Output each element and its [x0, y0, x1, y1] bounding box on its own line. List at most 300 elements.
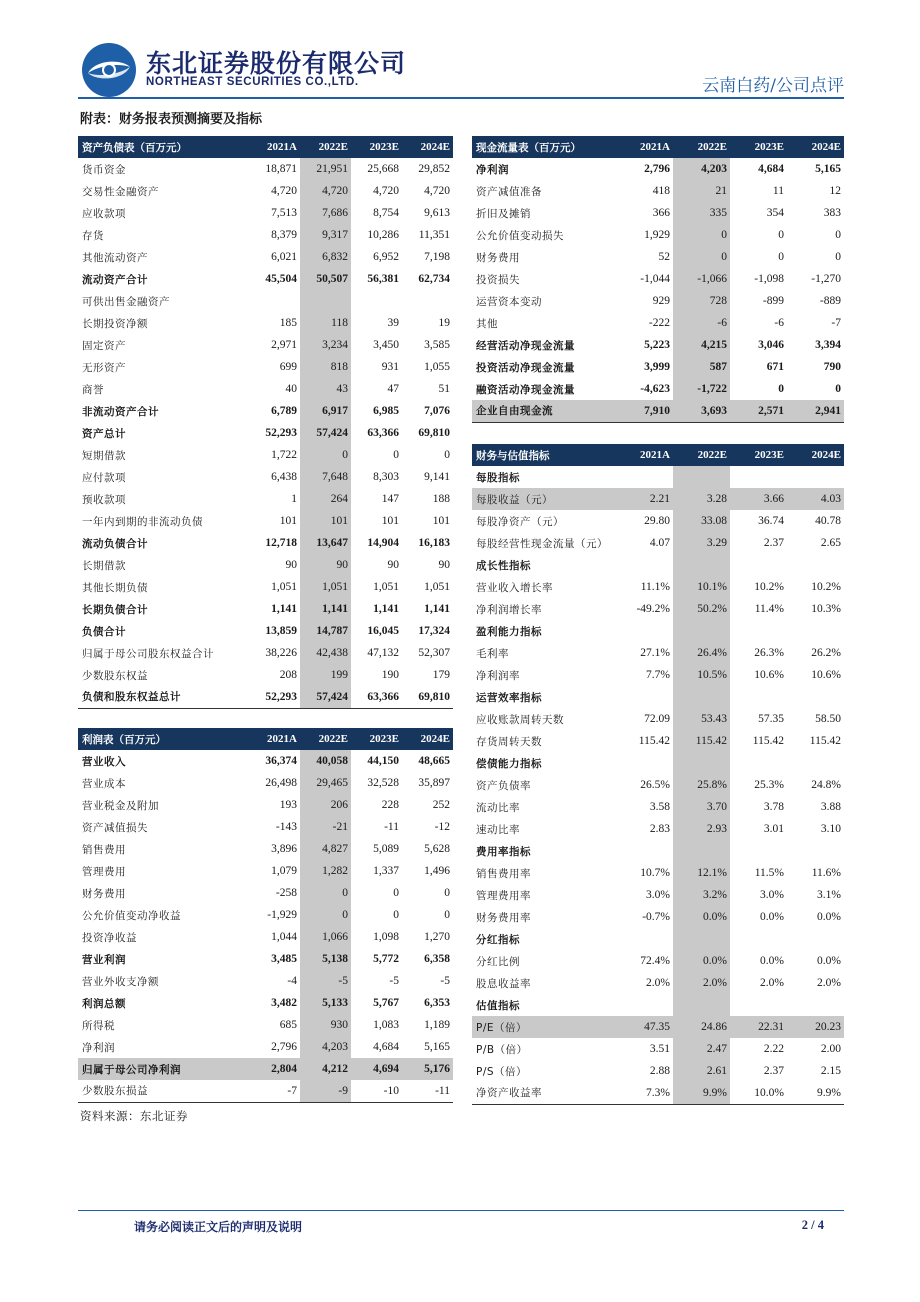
value-cell: 5,165	[424, 1041, 450, 1053]
disclaimer-note: 请务必阅读正文后的声明及说明	[134, 1220, 303, 1234]
value-cell: 29,852	[418, 163, 450, 175]
value-cell: 3.70	[673, 796, 730, 818]
value-cell: 52,307	[418, 647, 450, 659]
value-cell: 7,686	[300, 202, 351, 224]
value-cell: 8,303	[373, 471, 399, 483]
value-cell: 2.21	[616, 488, 673, 510]
value-cell: 10.2%	[754, 581, 784, 593]
table-row	[472, 686, 844, 708]
table-row	[78, 904, 453, 926]
table-title: 财务与估值指标	[472, 444, 616, 466]
value-cell: 0	[393, 909, 399, 921]
value-cell: -12	[434, 821, 450, 833]
value-cell: 12	[829, 185, 841, 197]
row-label: 融资活动净现金流量	[476, 383, 575, 396]
value-cell: 1,496	[424, 865, 450, 877]
value-cell: -899	[762, 295, 784, 307]
table-row	[472, 378, 844, 400]
balance-sheet-table	[78, 136, 453, 709]
row-label: 归属于母公司净利润	[78, 1058, 249, 1080]
table-row	[78, 180, 453, 202]
value-cell: 5,165	[815, 163, 841, 175]
value-cell: 2.47	[673, 1038, 730, 1060]
year-header: 2024E	[787, 444, 844, 466]
value-cell: 2.65	[820, 537, 841, 549]
value-cell: 5,767	[373, 997, 399, 1009]
table-row	[472, 840, 844, 862]
value-cell: 90	[300, 554, 351, 576]
value-cell: 20.23	[787, 1016, 844, 1038]
value-cell	[787, 466, 844, 488]
value-cell: 1,337	[373, 865, 399, 877]
value-cell: 0.0%	[760, 955, 784, 967]
value-cell: -143	[275, 821, 297, 833]
value-cell: 9,613	[424, 207, 450, 219]
value-cell: 2.0%	[673, 972, 730, 994]
row-label: P/S（倍）	[476, 1065, 528, 1078]
row-label: 存货周转天数	[476, 735, 542, 748]
value-cell	[730, 752, 787, 774]
row-label: 净利润率	[476, 669, 520, 682]
value-cell: 6,021	[271, 251, 297, 263]
row-label: 资产减值准备	[476, 185, 542, 198]
value-cell: 1,282	[300, 860, 351, 882]
table-row	[78, 620, 453, 642]
table-title: 资产负债表（百万元）	[78, 136, 249, 158]
table-row	[78, 838, 453, 860]
value-cell: 3.10	[820, 823, 841, 835]
table-row	[78, 1014, 453, 1036]
value-cell: 10.6%	[811, 669, 841, 681]
value-cell: 1,051	[424, 581, 450, 593]
table-row	[472, 818, 844, 840]
year-header: 2023E	[351, 728, 402, 750]
row-label: 预收款项	[82, 493, 126, 506]
value-cell: 3.01	[763, 823, 784, 835]
row-label: 财务费用	[82, 887, 126, 900]
value-cell: 11.1%	[640, 581, 670, 593]
row-label: 净利润增长率	[476, 603, 542, 616]
row-label: P/B（倍）	[476, 1043, 528, 1056]
row-label: 利润总额	[82, 997, 126, 1010]
value-cell: 3.58	[649, 801, 670, 813]
table-row	[78, 882, 453, 904]
table-row	[78, 422, 453, 444]
row-label: 应付款项	[82, 471, 126, 484]
value-cell: -1,066	[673, 268, 730, 290]
value-cell: 7,648	[300, 466, 351, 488]
value-cell: 3.29	[673, 532, 730, 554]
row-label: 公允价值变动损失	[476, 229, 564, 242]
value-cell	[616, 752, 673, 774]
value-cell	[730, 466, 787, 488]
value-cell: 63,366	[351, 686, 402, 708]
value-cell: 6,952	[373, 251, 399, 263]
table-row	[472, 664, 844, 686]
row-label: 经营活动净现金流量	[476, 339, 575, 352]
value-cell: 1,189	[424, 1019, 450, 1031]
value-cell: 0.0%	[817, 911, 841, 923]
value-cell: 2,804	[249, 1058, 300, 1080]
value-cell: 35,897	[418, 777, 450, 789]
value-cell: 0	[300, 444, 351, 466]
value-cell: 5,628	[424, 843, 450, 855]
table-row	[78, 488, 453, 510]
value-cell: 21,951	[300, 158, 351, 180]
table-row	[472, 202, 844, 224]
value-cell: 26.4%	[673, 642, 730, 664]
value-cell: 418	[652, 185, 670, 197]
value-cell: 26.3%	[754, 647, 784, 659]
value-cell: -7	[831, 317, 841, 329]
table-title: 现金流量表（百万元）	[472, 136, 616, 158]
row-label: 商誉	[82, 383, 104, 396]
value-cell: 44,150	[367, 755, 399, 767]
table-row	[472, 224, 844, 246]
value-cell	[730, 620, 787, 642]
table-row	[472, 774, 844, 796]
value-cell: 6,789	[271, 405, 297, 417]
value-cell	[673, 620, 730, 642]
table-row	[78, 948, 453, 970]
value-cell: 10.7%	[640, 867, 670, 879]
value-cell: 12,718	[265, 537, 297, 549]
table-row	[78, 444, 453, 466]
value-cell: 3,394	[815, 339, 841, 351]
value-cell: 366	[652, 207, 670, 219]
value-cell: 115.42	[809, 735, 841, 747]
value-cell: 33.08	[673, 510, 730, 532]
row-label: 负债和股东权益总计	[78, 686, 249, 708]
value-cell: 6,353	[424, 997, 450, 1009]
row-label: 流动比率	[476, 801, 520, 814]
row-label: 净利润	[82, 1041, 115, 1054]
value-cell: 58.50	[815, 713, 841, 725]
table-row	[78, 312, 453, 334]
table-row	[78, 772, 453, 794]
value-cell: 10.0%	[730, 1082, 787, 1104]
table-row	[78, 400, 453, 422]
value-cell: 3.88	[820, 801, 841, 813]
value-cell: 26.5%	[640, 779, 670, 791]
footer-divider	[78, 1210, 844, 1211]
table-row	[472, 1038, 844, 1060]
year-header: 2023E	[730, 444, 787, 466]
table-row	[78, 466, 453, 488]
table-row	[78, 816, 453, 838]
row-label: 费用率指标	[476, 845, 531, 858]
value-cell: 4,827	[300, 838, 351, 860]
row-label: 销售费用	[82, 843, 126, 856]
value-cell: 3,485	[271, 953, 297, 965]
value-cell: -1,044	[640, 273, 670, 285]
value-cell: 118	[300, 312, 351, 334]
value-cell: 5,089	[373, 843, 399, 855]
value-cell: 10.2%	[811, 581, 841, 593]
value-cell: 208	[279, 669, 297, 681]
value-cell: 1,141	[424, 603, 450, 615]
row-label: 存货	[82, 229, 104, 242]
row-label: 销售费用率	[476, 867, 531, 880]
value-cell: 18,871	[265, 163, 297, 175]
value-cell: 4,720	[300, 180, 351, 202]
value-cell: 3,693	[673, 400, 730, 422]
value-cell: 24.86	[673, 1016, 730, 1038]
value-cell: 38,226	[265, 647, 297, 659]
value-cell: 50,507	[300, 268, 351, 290]
table-header-row	[78, 728, 453, 750]
table-header-row	[472, 136, 844, 158]
table-row	[472, 884, 844, 906]
value-cell: 11.4%	[754, 603, 784, 615]
value-cell: 10.1%	[673, 576, 730, 598]
table-row	[78, 598, 453, 620]
table-header-row	[472, 444, 844, 466]
value-cell	[673, 554, 730, 576]
table-row	[78, 1058, 453, 1080]
value-cell: 29,465	[300, 772, 351, 794]
value-cell: 11,351	[418, 229, 450, 241]
row-label: 企业自由现金流	[472, 400, 616, 422]
value-cell: 2.88	[649, 1065, 670, 1077]
table-row	[78, 510, 453, 532]
value-cell: 4,694	[351, 1058, 402, 1080]
value-cell: 0	[444, 449, 450, 461]
value-cell: 0	[778, 251, 784, 263]
value-cell: 47	[387, 383, 399, 395]
table-row	[472, 1082, 844, 1104]
value-cell: 0	[778, 229, 784, 241]
table-row	[78, 356, 453, 378]
value-cell: 0	[835, 229, 841, 241]
row-label: 营业收入	[82, 755, 126, 768]
table-row	[78, 532, 453, 554]
value-cell: 12.1%	[673, 862, 730, 884]
value-cell: 11	[772, 185, 784, 197]
table-row	[472, 642, 844, 664]
value-cell: 2,571	[730, 400, 787, 422]
value-cell: 62,734	[418, 273, 450, 285]
table-row	[472, 972, 844, 994]
value-cell: 3.66	[730, 488, 787, 510]
value-cell	[616, 620, 673, 642]
value-cell: 193	[279, 799, 297, 811]
value-cell: 5,133	[300, 992, 351, 1014]
value-cell: 7,513	[271, 207, 297, 219]
row-label: 投资活动净现金流量	[476, 361, 575, 374]
value-cell: 9.9%	[673, 1082, 730, 1104]
value-cell: -4,623	[640, 383, 670, 395]
table-row	[472, 752, 844, 774]
value-cell: 39	[387, 317, 399, 329]
value-cell: 40,058	[300, 750, 351, 772]
value-cell: 16,183	[418, 537, 450, 549]
value-cell: 1,051	[271, 581, 297, 593]
value-cell: 57,424	[300, 422, 351, 444]
row-label: 可供出售金融资产	[82, 295, 170, 308]
value-cell	[673, 686, 730, 708]
value-cell	[673, 994, 730, 1016]
value-cell: -10	[351, 1080, 402, 1102]
value-cell: 29.80	[644, 515, 670, 527]
value-cell: 52,293	[249, 686, 300, 708]
value-cell	[787, 686, 844, 708]
value-cell: 22.31	[730, 1016, 787, 1038]
value-cell: 90	[387, 559, 399, 571]
value-cell: 790	[823, 361, 841, 373]
value-cell: 587	[673, 356, 730, 378]
value-cell: 47,132	[367, 647, 399, 659]
value-cell: 1,270	[424, 931, 450, 943]
value-cell	[673, 752, 730, 774]
row-label: 营业收入增长率	[476, 581, 553, 594]
value-cell	[673, 466, 730, 488]
value-cell	[673, 928, 730, 950]
value-cell: 90	[438, 559, 450, 571]
page-header	[0, 0, 920, 100]
value-cell: 252	[432, 799, 450, 811]
value-cell: -1,929	[267, 909, 297, 921]
table-row	[472, 246, 844, 268]
row-label: 每股净资产（元）	[476, 515, 564, 528]
table-row	[472, 158, 844, 180]
row-label: 估值指标	[476, 999, 520, 1012]
row-label: 其他流动资产	[82, 251, 148, 264]
row-label: 长期借款	[82, 559, 126, 572]
table-row	[78, 642, 453, 664]
row-label: 分红比例	[476, 955, 520, 968]
value-cell	[616, 928, 673, 950]
value-cell: -1,722	[673, 378, 730, 400]
value-cell: 0	[835, 251, 841, 263]
value-cell: 115.42	[638, 735, 670, 747]
value-cell: 26.2%	[811, 647, 841, 659]
value-cell: 4,203	[673, 158, 730, 180]
value-cell: 26,498	[265, 777, 297, 789]
value-cell: 17,324	[418, 625, 450, 637]
value-cell: 2.0%	[760, 977, 784, 989]
value-cell: -1,270	[811, 273, 841, 285]
table-row	[472, 466, 844, 488]
row-label: 每股经营性现金流量（元）	[476, 537, 608, 550]
year-header: 2023E	[730, 136, 787, 158]
row-label: 归属于母公司股东权益合计	[82, 647, 214, 660]
value-cell: 0	[393, 887, 399, 899]
value-cell: 3.1%	[817, 889, 841, 901]
value-cell: 4,684	[373, 1041, 399, 1053]
value-cell: 190	[381, 669, 399, 681]
value-cell: 10.5%	[673, 664, 730, 686]
value-cell: -5	[300, 970, 351, 992]
table-row	[472, 290, 844, 312]
table-row	[472, 950, 844, 972]
value-cell: -11	[402, 1080, 453, 1102]
value-cell	[787, 752, 844, 774]
value-cell	[787, 554, 844, 576]
value-cell: 24.8%	[811, 779, 841, 791]
value-cell: 2.93	[673, 818, 730, 840]
table-row	[78, 268, 453, 290]
value-cell: 3.78	[763, 801, 784, 813]
value-cell	[616, 994, 673, 1016]
row-label: 资产负债率	[476, 779, 531, 792]
value-cell: 930	[300, 1014, 351, 1036]
value-cell	[673, 840, 730, 862]
value-cell: 4,203	[300, 1036, 351, 1058]
value-cell: 2.37	[763, 537, 784, 549]
value-cell: 53.43	[673, 708, 730, 730]
value-cell: 43	[300, 378, 351, 400]
table-row	[472, 532, 844, 554]
table-row	[472, 708, 844, 730]
value-cell: 8,754	[373, 207, 399, 219]
table-row	[78, 554, 453, 576]
value-cell: 685	[279, 1019, 297, 1031]
table-row	[472, 906, 844, 928]
value-cell: 57.35	[758, 713, 784, 725]
value-cell: 4.03	[787, 488, 844, 510]
value-cell: 147	[381, 493, 399, 505]
row-label: 每股收益（元）	[472, 488, 616, 510]
value-cell: 3.51	[649, 1043, 670, 1055]
row-label: 管理费用	[82, 865, 126, 878]
row-label: 管理费用率	[476, 889, 531, 902]
value-cell: 101	[432, 515, 450, 527]
value-cell: 10,286	[367, 229, 399, 241]
value-cell	[616, 466, 673, 488]
table-row	[78, 686, 453, 708]
value-cell: 1,141	[300, 598, 351, 620]
value-cell: -1,098	[754, 273, 784, 285]
value-cell: 2,971	[271, 339, 297, 351]
value-cell: 3,482	[271, 997, 297, 1009]
value-cell: 5,138	[300, 948, 351, 970]
row-label: 净利润	[476, 163, 509, 176]
row-label: 货币资金	[82, 163, 126, 176]
value-cell	[402, 290, 453, 312]
row-label: 成长性指标	[476, 559, 531, 572]
value-cell: 14,787	[300, 620, 351, 642]
value-cell: 16,045	[367, 625, 399, 637]
value-cell: 929	[652, 295, 670, 307]
row-label: 运营效率指标	[476, 691, 542, 704]
value-cell: 21	[673, 180, 730, 202]
row-label: 其他	[476, 317, 498, 330]
value-cell: -49.2%	[636, 603, 670, 615]
year-header: 2024E	[787, 136, 844, 158]
value-cell	[730, 840, 787, 862]
value-cell: 69,810	[418, 427, 450, 439]
value-cell: 3,585	[424, 339, 450, 351]
header-divider	[78, 97, 844, 99]
value-cell: 9.9%	[787, 1082, 844, 1104]
value-cell: -9	[300, 1080, 351, 1102]
table-row	[78, 750, 453, 772]
row-label: 所得税	[82, 1019, 115, 1032]
value-cell: 25,668	[367, 163, 399, 175]
financial-indicators-table	[472, 444, 844, 1105]
row-label: 其他长期负债	[82, 581, 148, 594]
value-cell: 0	[835, 383, 841, 395]
table-row	[78, 860, 453, 882]
year-header: 2023E	[351, 136, 402, 158]
value-cell: 2.15	[820, 1065, 841, 1077]
table-row	[472, 554, 844, 576]
value-cell: 264	[300, 488, 351, 510]
company-name-en: NORTHEAST SECURITIES CO.,LTD.	[146, 76, 359, 88]
value-cell: -258	[275, 887, 297, 899]
table-row	[78, 224, 453, 246]
